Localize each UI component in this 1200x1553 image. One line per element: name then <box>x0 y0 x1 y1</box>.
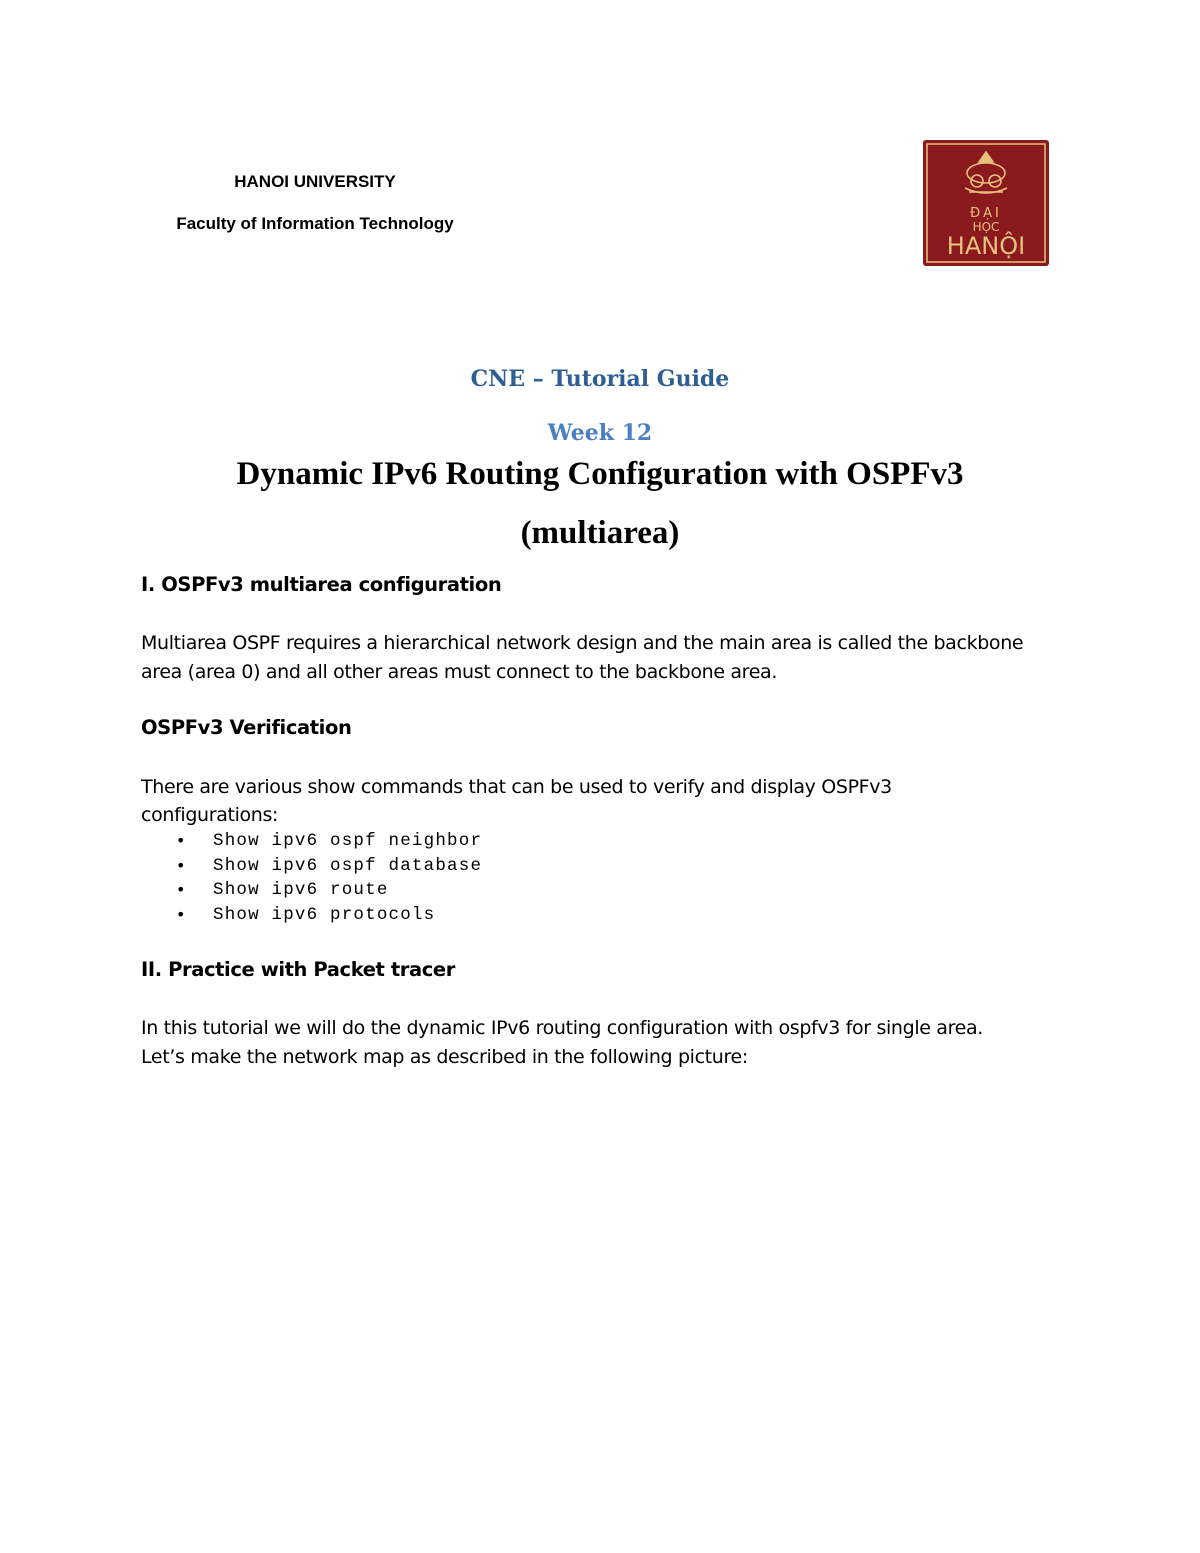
list-item <box>141 829 482 854</box>
section1-paragraph-line2: area (area 0) and all other areas must connect to the backbone area. <box>141 661 778 683</box>
section1-heading: I. OSPFv3 multiarea configuration <box>141 573 502 596</box>
document-title-continued: (multiarea) <box>520 515 680 551</box>
list-item <box>141 854 482 879</box>
list-item <box>141 903 482 928</box>
command-text: Show ipv6 ospf neighbor <box>213 831 483 851</box>
logo-text-line1: ĐẠI <box>970 206 1002 221</box>
list-item <box>141 878 482 903</box>
bullet-icon: • <box>176 904 186 924</box>
bullet-icon: • <box>176 880 186 899</box>
university-header <box>120 170 510 236</box>
section2-heading: II. Practice with Packet tracer <box>141 958 455 981</box>
command-text: Show ipv6 protocols <box>213 904 436 925</box>
section1-paragraph-line1: Multiarea OSPF requires a hierarchical network design and the main area is called the backbone <box>141 632 1024 654</box>
bullet-icon: • <box>176 855 186 875</box>
week-label: Week 12 <box>547 420 653 446</box>
faculty-name: Faculty of Information Technology <box>176 214 454 233</box>
university-name: HANOI UNIVERSITY <box>234 172 396 191</box>
verification-intro-line2: configurations: <box>141 804 279 826</box>
bullet-icon: • <box>176 831 186 850</box>
verification-intro-line1: There are various show commands that can be used to verify and display OSPFv3 <box>141 776 892 798</box>
university-logo-graphic <box>923 140 1049 266</box>
command-text: Show ipv6 ospf database <box>213 855 483 876</box>
tutorial-guide-label: CNE – Tutorial Guide <box>470 366 730 392</box>
section2-paragraph-line1: In this tutorial we will do the dynamic IPv6 routing configuration with ospfv3 for single area. <box>141 1017 983 1039</box>
logo-text-line2: HỌC <box>972 220 1000 234</box>
logo-text-line3: HANỘI <box>946 232 1026 260</box>
command-text: Show ipv6 route <box>213 880 389 900</box>
university-logo <box>923 140 1049 266</box>
document-title: Dynamic IPv6 Routing Configuration with OSPFv3 <box>236 456 964 492</box>
section2-paragraph-line2: Let’s make the network map as described in the following picture: <box>141 1046 748 1068</box>
command-list <box>141 829 482 927</box>
verification-heading: OSPFv3 Verification <box>141 716 352 739</box>
